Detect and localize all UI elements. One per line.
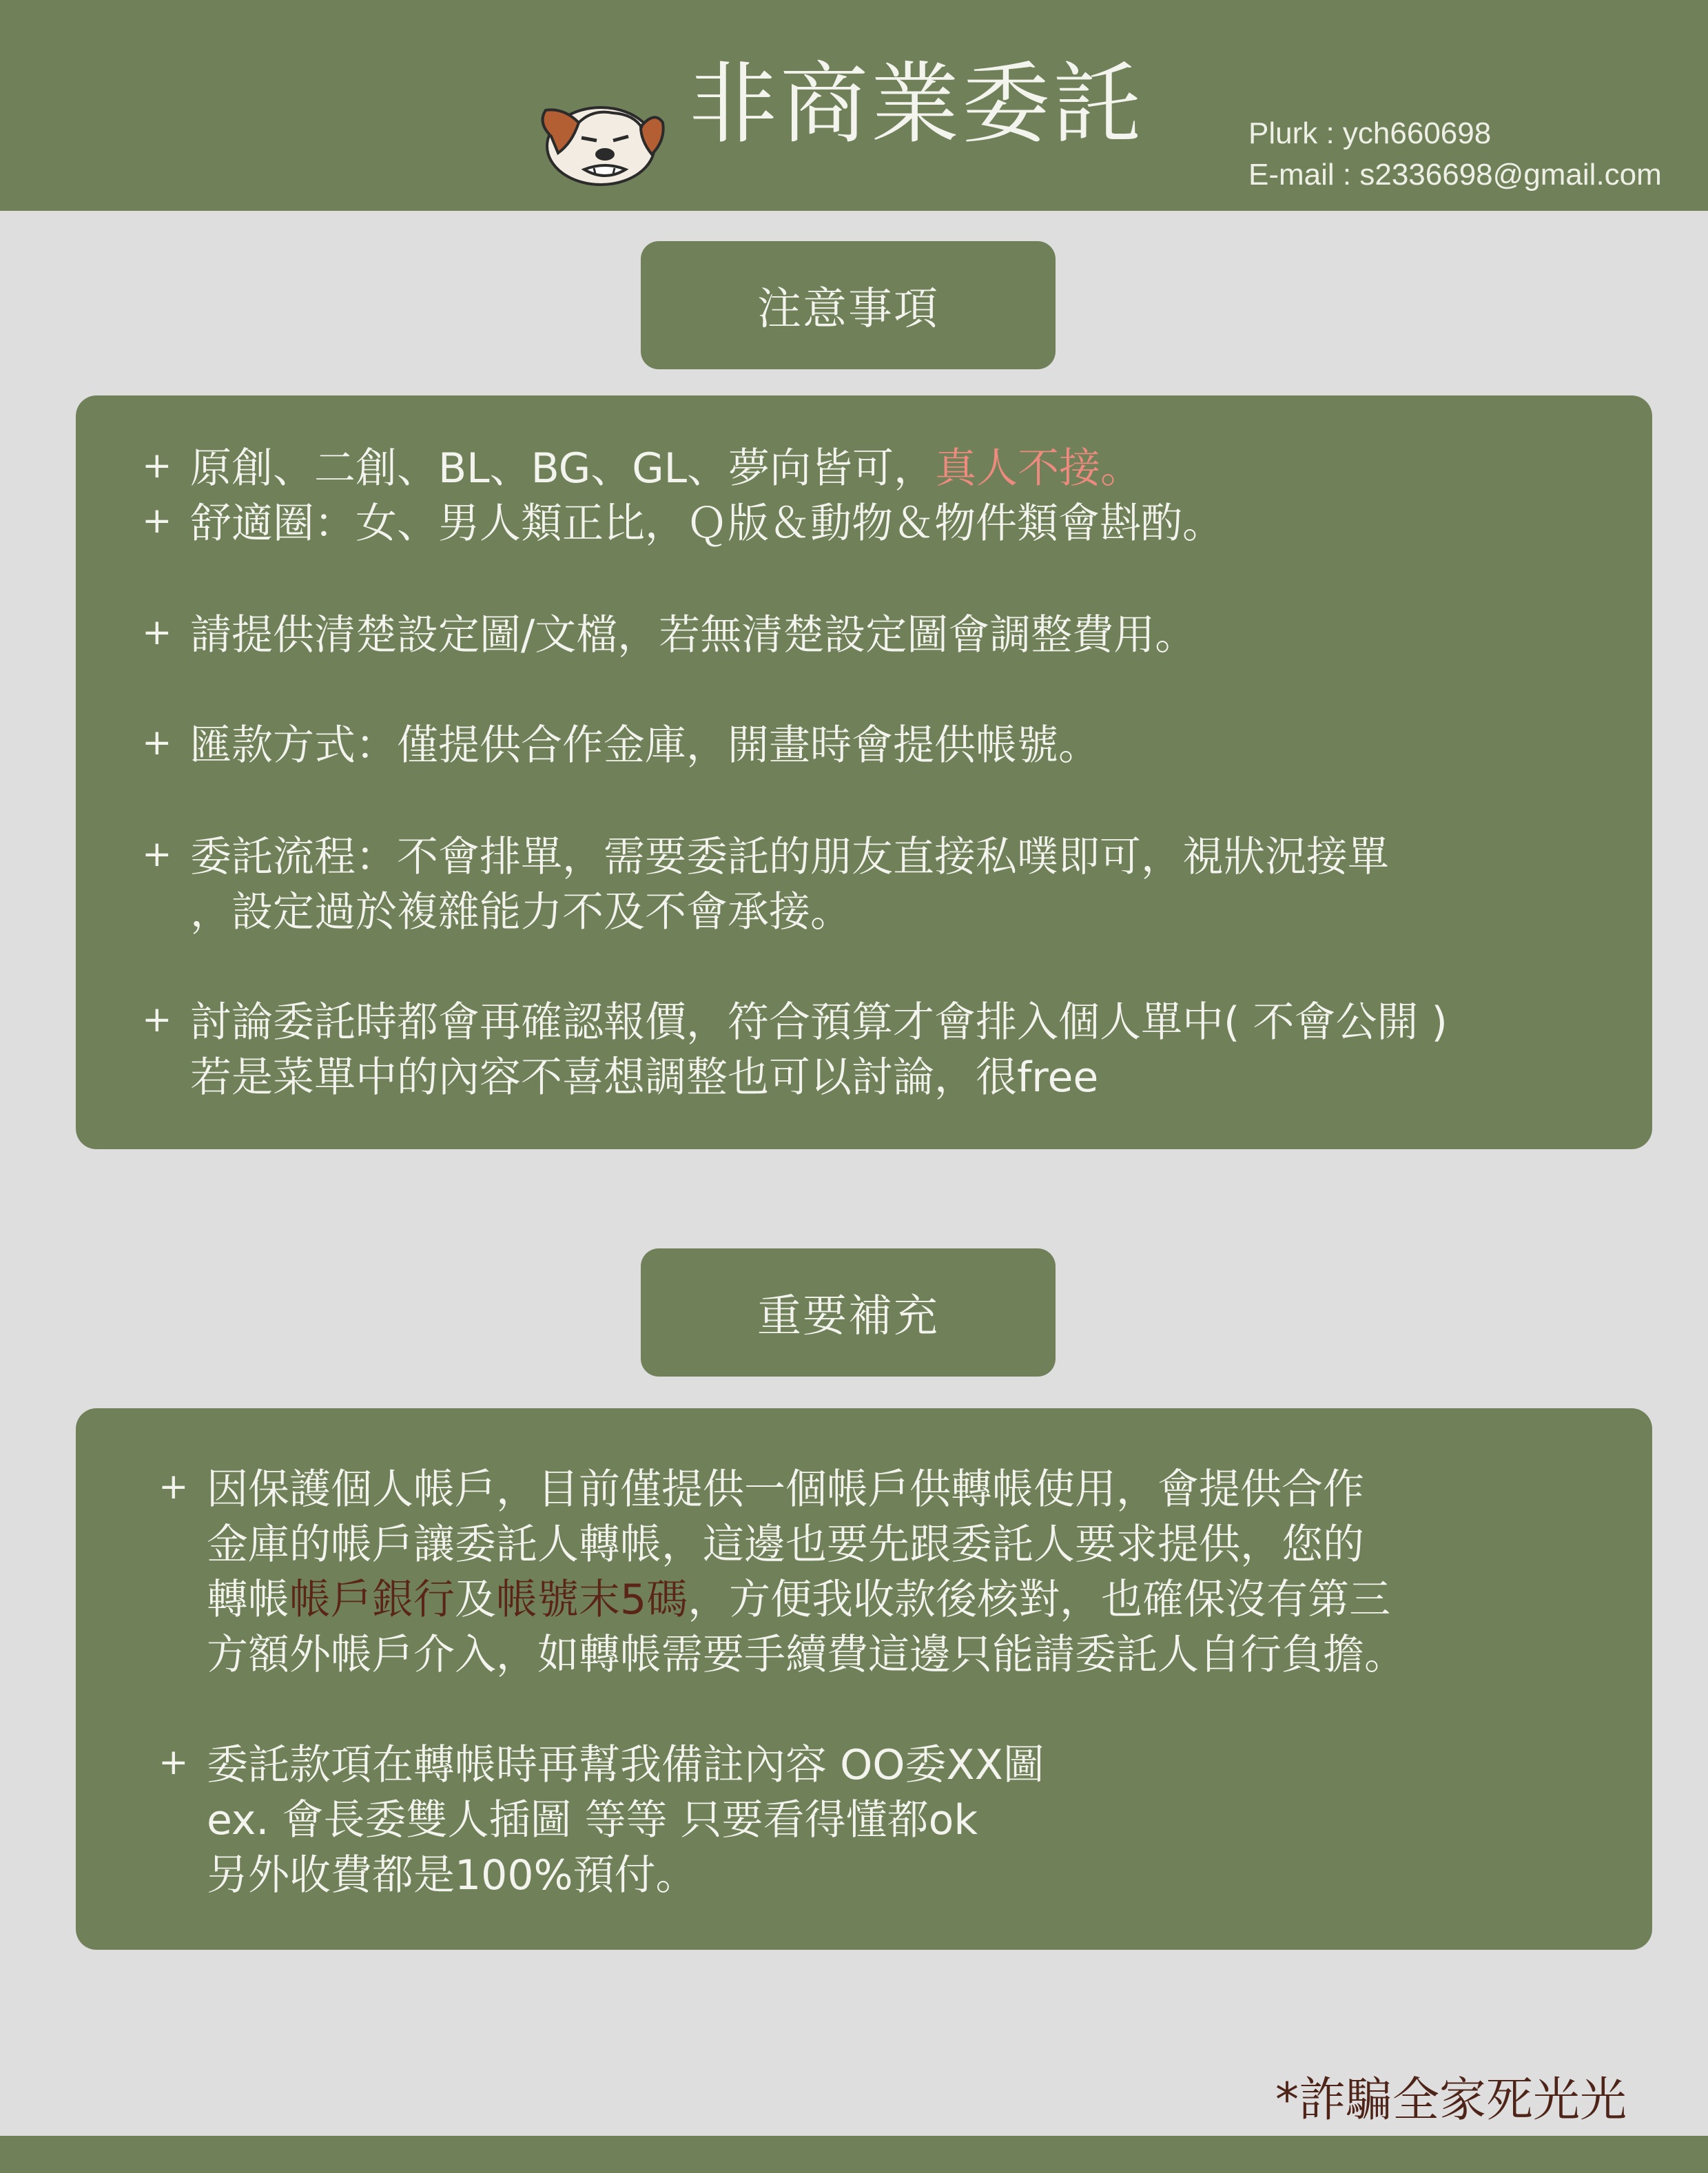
notice-heading: 注意事項 [641, 241, 1056, 369]
important-item-account [207, 1462, 1406, 1682]
account-line-3-and: 及 [455, 1576, 496, 1624]
bullet-icon: + [142, 612, 172, 653]
process-line-1: 委託流程：不會排單，需要委託的朋友直接私噗即可，視狀況接單 [190, 833, 1389, 881]
account-line-4: 方額外帳戶介入，如轉帳需要手續費這邊只能請委託人自行負擔。 [207, 1631, 1406, 1679]
important-heading: 重要補充 [641, 1248, 1056, 1377]
notice-item-payment: 匯款方式：僅提供合作金庫，開畫時會提供帳號。 [190, 721, 1100, 770]
email-address: E-mail : s2336698@gmail.com [1248, 158, 1662, 192]
pricing-line-1: 討論委託時都會再確認報價，符合預算才會排入個人單中( 不會公開 ) [190, 998, 1448, 1047]
no-real-person-text: 真人不接。 [935, 444, 1142, 493]
footer-bar [0, 2136, 1708, 2173]
scam-warning: *詐騙全家死光光 [1275, 2073, 1627, 2128]
contact-info [1248, 113, 1662, 196]
bank-name-highlight: 帳戶銀行 [289, 1576, 455, 1624]
bulldog-face-icon [531, 95, 668, 192]
header-bar [0, 0, 1708, 211]
memo-line-2: ex. 會長委雙人插圖 等等 只要看得懂都ok [207, 1796, 978, 1844]
important-card [76, 1408, 1652, 1950]
plurk-id: Plurk : ych660698 [1248, 116, 1492, 150]
memo-line-1: 委託款項在轉帳時再幫我備註內容 OO委XX圖 [207, 1741, 1045, 1789]
notice-item-reference: 請提供清楚設定圖/文檔，若無清楚設定圖會調整費用。 [190, 611, 1197, 659]
memo-line-3: 另外收費都是100%預付。 [207, 1851, 697, 1899]
bullet-icon: + [142, 445, 172, 486]
pricing-line-2: 若是菜單中的內容不喜想調整也可以討論，很free [190, 1053, 1099, 1102]
bullet-icon: + [142, 999, 172, 1040]
bullet-icon: + [158, 1742, 189, 1783]
bullet-icon: + [142, 722, 172, 763]
bullet-icon: + [142, 500, 172, 542]
account-line-3 [207, 1572, 1406, 1627]
account-line-1: 因保護個人帳戶，目前僅提供一個帳戶供轉帳使用，會提供合作 [207, 1465, 1364, 1514]
important-item-memo [207, 1738, 1045, 1903]
bullet-icon: + [158, 1466, 189, 1507]
notice-item-pricing [190, 995, 1448, 1105]
notice-card [76, 395, 1652, 1149]
genres-text: 原創、二創、BL、BG、GL、夢向皆可， [190, 444, 936, 493]
notice-item-comfort-zone: 舒適圈：女、男人類正比，Ｑ版＆動物＆物件類會斟酌。 [190, 500, 1224, 548]
notice-item-process [190, 830, 1389, 940]
last-digits-highlight: 帳號末5碼 [496, 1576, 688, 1624]
account-line-3-prefix: 轉帳 [207, 1576, 289, 1624]
page-title: 非商業委託 [689, 53, 1144, 156]
account-line-2: 金庫的帳戶讓委託人轉帳，這邊也要先跟委託人要求提供，您的 [207, 1521, 1364, 1569]
account-line-3-suffix: ，方便我收款後核對，也確保沒有第三 [688, 1576, 1391, 1624]
bullet-icon: + [142, 834, 172, 875]
notice-item-genres [190, 441, 1142, 496]
process-line-2: ，設定過於複雜能力不及不會承接。 [190, 888, 852, 936]
